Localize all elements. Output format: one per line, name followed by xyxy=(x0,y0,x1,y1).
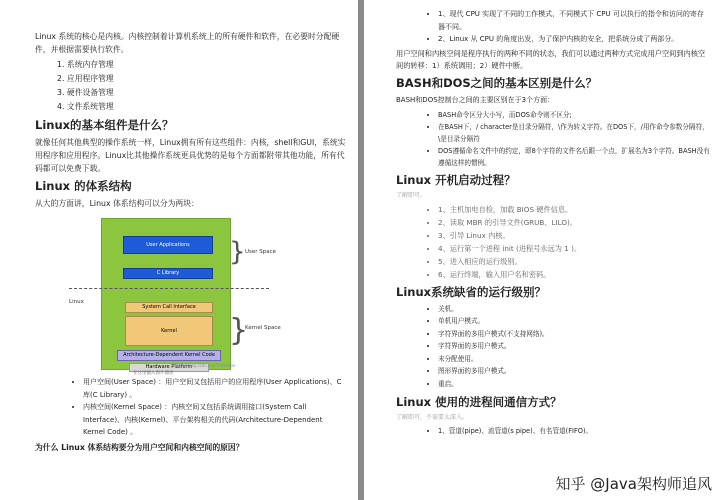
heading-boot: Linux 开机启动过程？ xyxy=(396,172,516,187)
list-item: • BASH命令区分大小写，而DOS命令则不区分; xyxy=(438,109,710,121)
heading-runlevel: Linux系统缺省的运行级别？ xyxy=(396,284,547,299)
kernel-brace-icon: } xyxy=(229,313,249,348)
right-page xyxy=(364,0,720,500)
list-item: • 字符界面的多用户模式。 xyxy=(438,340,710,353)
list-item: • 1、现代 CPU 实现了不同的工作模式，不同模式下 CPU 可以执行的指令和访问的寄存器不同。 xyxy=(438,8,710,33)
ipc-list xyxy=(396,425,710,438)
list-item: • 2、读取 MBR 的引导文件(GRUB、LILO)。 xyxy=(438,216,710,229)
list-item: • 6、运行终端，输入用户名和密码。 xyxy=(438,268,710,281)
diagram-url: https://blog.csdn.net/ThinkWon xyxy=(173,363,236,368)
list-item: • 1、管道(pipe)、流管道(s pipe)、有名管道(FIFO)。 xyxy=(438,425,710,438)
list-item: • 1、主机加电自检，加载 BIOS 硬件信息。 xyxy=(438,203,710,216)
user-brace-icon: } xyxy=(229,237,246,267)
runlevel-list xyxy=(396,303,710,391)
intro-paragraph: Linux 系统的核心是内核。内核控制着计算机系统上的所有硬件和软件，在必要时分配硬件，并根据需要执行软件。 xyxy=(35,32,340,54)
list-item: 2. 应用程序管理 xyxy=(57,74,114,83)
space-bullet-list xyxy=(35,376,346,439)
list-item: • 3、引导 Linux 内核。 xyxy=(438,229,710,242)
linux-label: Linux xyxy=(69,299,84,305)
space-divider-line xyxy=(69,288,269,289)
list-item: 3. 硬件设备管理 xyxy=(57,88,114,97)
list-item: • 单机用户模式。 xyxy=(438,315,710,328)
list-item: • 4、运行第一个进程 init (进程号永远为 1 )。 xyxy=(438,242,710,255)
list-item: 1. 系统内存管理 xyxy=(57,60,114,69)
heading-bash-dos: BASH和DOS之间的基本区别是什么？ xyxy=(396,75,598,90)
list-item: • 图形界面的多用户模式。 xyxy=(438,365,710,378)
hardware-platform-box: Hardware Platform xyxy=(129,363,209,372)
list-item: • 重启。 xyxy=(438,378,710,391)
cpu-bullet-list xyxy=(396,8,710,46)
list-item: • 未分配使用。 xyxy=(438,353,710,366)
list-item: • 用户空间(User Space) ：用户空间又包括用户的应用程序(User Applications)、C 库(C Library) 。 xyxy=(83,376,346,401)
bash-intro: BASH和DOS控制台之间的主要区别在于3个方面： xyxy=(396,95,555,104)
components-paragraph: 就像任何其他典型的操作系统一样，Linux拥有所有这些组件：内核，shell和GUI，系统实用程序和应用程序。Linux比其他操作系统更具优势的是每个方面都附带其他功能，所有代码都可以免费下载。 xyxy=(35,138,346,173)
user-applications-box: User Applications xyxy=(123,236,213,254)
bash-bullet-list xyxy=(396,109,710,169)
list-item: • 字符界面的多用户模式(不支持网络)。 xyxy=(438,328,710,341)
arch-code-box: Architecture-Dependent Kernel Code xyxy=(117,350,221,361)
zhihu-watermark: 知乎 @Java架构师追风 xyxy=(555,475,712,493)
list-item: • 内核空间(Kernel Space) ：内核空间又包括系统调用接口(System Call Interface)、内核(Kernel)、平台架构相关的代码(Architecture-Dependent Kernel Code) 。 xyxy=(83,401,346,439)
ipc-note: 了解即可，不需要太深入。 xyxy=(396,413,469,421)
left-page xyxy=(0,0,358,500)
user-space-label: User Space xyxy=(245,249,277,255)
kernel-function-list xyxy=(35,58,346,114)
kernel-space-label: Kernel Space xyxy=(245,325,281,331)
list-item: • DOS遵循命名文件中的约定，即8个字符的文件名后跟一个点，扩展名为3个字符。BASH没有遵循这样的惯例。 xyxy=(438,145,710,169)
list-item: • 2、Linux 从 CPU 的角度出发，为了保护内核的安全，把系统分成了两部分。 xyxy=(438,33,710,46)
diagram-caption: 在这里插入图片描述 xyxy=(133,371,174,376)
architecture-diagram xyxy=(69,216,329,374)
heading-components: Linux的基本组件是什么？ xyxy=(35,118,174,132)
boot-step-list xyxy=(396,203,710,281)
heading-ipc: Linux 使用的进程间通信方式？ xyxy=(396,394,562,409)
kernel-box: Kernel xyxy=(125,316,213,346)
heading-architecture: Linux 的体系结构 xyxy=(35,179,132,193)
boot-note: 了解即可。 xyxy=(396,191,427,199)
transition-paragraph: 用户空间和内核空间是程序执行的两种不同的状态，我们可以通过两种方式完成用户空间到内核空间的转移：1）系统调用；2）硬件中断。 xyxy=(396,48,706,70)
question-heading: 为什么 Linux 体系结构要分为用户空间和内核空间的原因？ xyxy=(35,442,244,452)
c-library-box: C Library xyxy=(123,268,213,279)
list-item: • 在BASH下，/ character是目录分隔符，\作为转义字符。在DOS下，/用作命令参数分隔符，\是目录分隔符 xyxy=(438,121,710,145)
architecture-paragraph: 从大的方面讲，Linux 体系结构可以分为两块： xyxy=(35,199,199,208)
list-item: • 关机。 xyxy=(438,303,710,316)
list-item: • 5、进入相应的运行级别。 xyxy=(438,255,710,268)
system-call-interface-box: System Call Interface xyxy=(125,302,213,313)
list-item: 4. 文件系统管理 xyxy=(57,102,114,111)
